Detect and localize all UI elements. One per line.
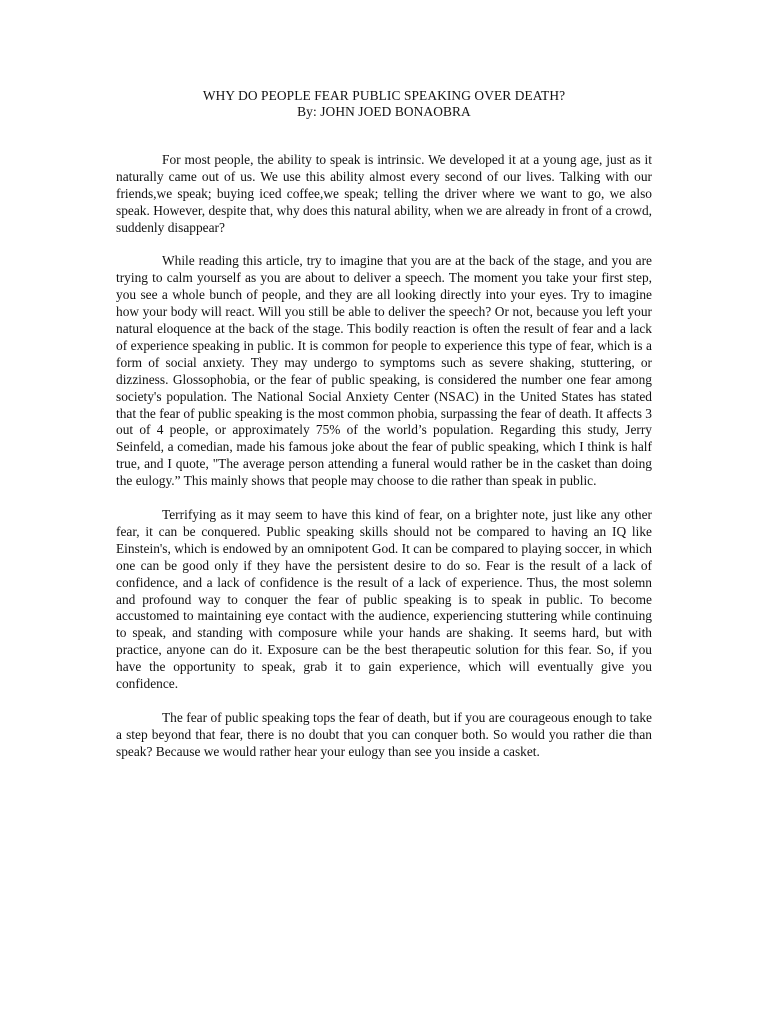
document-header bbox=[0, 88, 768, 120]
document-title: WHY DO PEOPLE FEAR PUBLIC SPEAKING OVER DEATH? bbox=[202, 88, 566, 103]
paragraph-4: The fear of public speaking tops the fear of death, but if you are courageous enough to take a step beyond that fear, there is no doubt that you can conquer both. So would you rather die than speak? Because we would rather hear your eulogy than see you inside a casket. bbox=[116, 709, 652, 759]
document-body bbox=[116, 152, 652, 777]
paragraph-2: While reading this article, try to imagine that you are at the back of the stage, and you are trying to calm yourself as you are about to deliver a speech. The moment you take your first step, you see a whole bunch of people, and they are all looking directly into your eyes. Try to imagine how your body will react. Will you still be able to deliver the speech? Or not, because you left your natural eloquence at the back of the stage. This bodily reaction is often the result of fear and a lack of experience speaking in public. It is common for people to experience this type of fear, which is a form of social anxiety. They may undergo to symptoms such as severe shaking, stuttering, or dizziness. Glossophobia, or the fear of public speaking, is considered the number one fear among society's population. The National Social Anxiety Center (NSAC) in the United States has stated that the fear of public speaking is the most common phobia, surpassing the fear of death. It affects 3 out of 4 people, or approximately 75% of the world’s population. Regarding this study, Jerry Seinfeld, a comedian, made his famous joke about the fear of public speaking, which I think is half true, and I quote, "The average person attending a funeral would rather be in the casket than doing the eulogy.” This mainly shows that people may choose to die rather than speak in public. bbox=[116, 253, 652, 489]
paragraph-3: Terrifying as it may seem to have this kind of fear, on a brighter note, just like any other fear, it can be conquered. Public speaking skills should not be compared to having an IQ like Einstein's, which is endowed by an omnipotent God. It can be compared to playing soccer, in which one can be good only if they have the persistent desire to do so. Fear is the result of a lack of confidence, and a lack of confidence is the result of a lack of experience. Thus, the most solemn and profound way to conquer the fear of public speaking is to speak in public. To become accustomed to maintaining eye contact with the audience, experiencing stuttering while continuing to speak, and standing with composure while your hands are shaking. It seems hard, but with practice, anyone can do it. Exposure can be the best therapeutic solution for this fear. So, if you have the opportunity to speak, grab it to gain experience, which will eventually give you confidence. bbox=[116, 507, 652, 692]
document-byline: By: JOHN JOED BONAOBRA bbox=[297, 104, 471, 119]
paragraph-1: For most people, the ability to speak is intrinsic. We developed it at a young age, just as it naturally came out of us. We use this ability almost every second of our lives. Talking with our friends,we speak; buying iced coffee,we speak; telling the driver where we want to go, we also speak. However, despite that, why does this natural ability, when we are already in front of a crowd, suddenly disappear? bbox=[116, 152, 652, 235]
